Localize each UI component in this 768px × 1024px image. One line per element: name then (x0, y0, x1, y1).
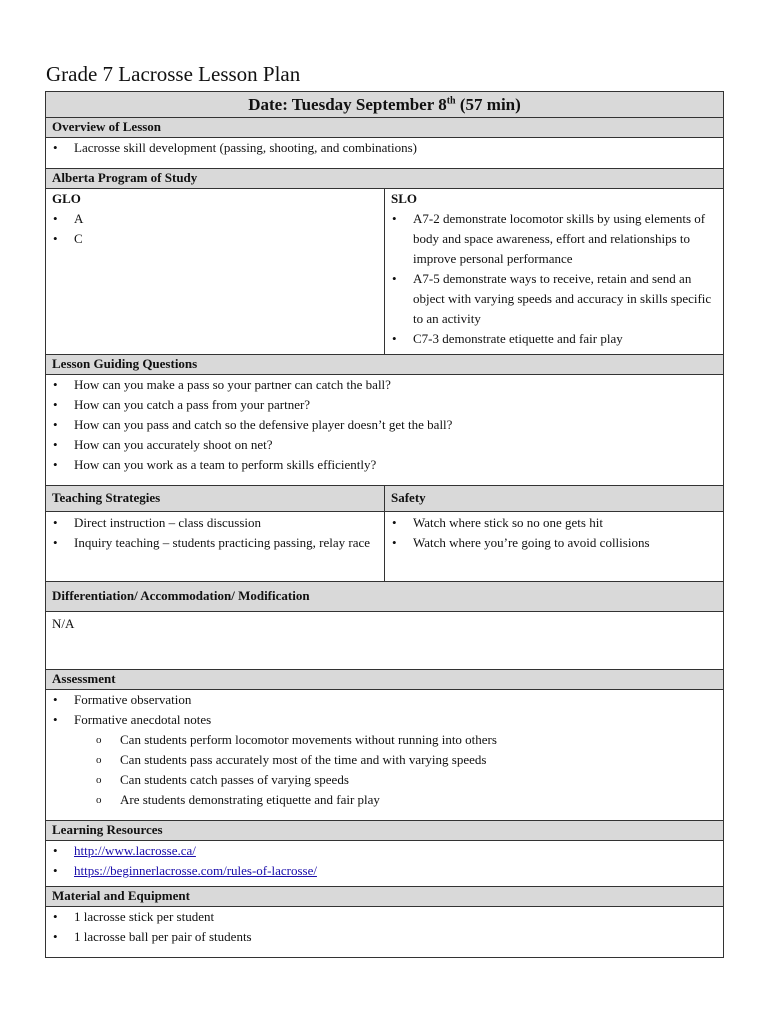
sub-list-item: o Can students catch passes of varying speeds (96, 770, 717, 790)
list-item: • C (52, 229, 378, 249)
list-item: • How can you catch a pass from your partner? (52, 395, 717, 415)
safety-cell (385, 512, 724, 582)
materials-cell (46, 907, 724, 958)
overview-cell (46, 138, 724, 169)
list-item: • A7-2 demonstrate locomotor skills by using elements of body and space awareness, effort and relationships to improve personal performance (391, 209, 717, 269)
list-item: • A (52, 209, 378, 229)
list-item: • Direct instruction – class discussion (52, 513, 378, 533)
date-duration: (57 min) (455, 95, 521, 114)
lesson-plan-table (45, 91, 724, 958)
program-header: Alberta Program of Study (46, 169, 724, 189)
sub-list-item: o Are students demonstrating etiquette and fair play (96, 790, 717, 810)
page-title: Grade 7 Lacrosse Lesson Plan (46, 62, 301, 86)
list-item (52, 841, 717, 861)
materials-header: Material and Equipment (46, 887, 724, 907)
differentiation-header: Differentiation/ Accommodation/ Modification (46, 582, 724, 612)
date-row (46, 92, 724, 118)
differentiation-text: N/A (52, 616, 75, 631)
glo-cell (46, 189, 385, 355)
list-item: • Watch where stick so no one gets hit (391, 513, 717, 533)
assessment-header: Assessment (46, 670, 724, 690)
list-item: • Watch where you’re going to avoid collisions (391, 533, 717, 553)
slo-label: SLO (391, 191, 418, 206)
sub-list-item: o Can students perform locomotor movements without running into others (96, 730, 717, 750)
strategies-header: Teaching Strategies (46, 486, 385, 512)
date-text: Date: Tuesday September 8 (248, 95, 447, 114)
glo-label: GLO (52, 191, 81, 206)
list-item: • How can you make a pass so your partner can catch the ball? (52, 375, 717, 395)
safety-header: Safety (385, 486, 724, 512)
list-item: • Inquiry teaching – students practicing passing, relay race (52, 533, 378, 553)
questions-cell (46, 375, 724, 486)
beginner-lacrosse-link[interactable]: https://beginnerlacrosse.com/rules-of-lacrosse/ (74, 863, 317, 878)
list-item: • How can you work as a team to perform skills efficiently? (52, 455, 717, 475)
list-item: • How can you pass and catch so the defensive player doesn’t get the ball? (52, 415, 717, 435)
questions-header: Lesson Guiding Questions (46, 355, 724, 375)
assessment-cell (46, 690, 724, 821)
differentiation-cell (46, 612, 724, 670)
resources-cell (46, 841, 724, 887)
list-item: • A7-5 demonstrate ways to receive, retain and send an object with varying speeds and accuracy in skills specific to an activity (391, 269, 717, 329)
list-item: • How can you accurately shoot on net? (52, 435, 717, 455)
overview-header: Overview of Lesson (46, 118, 724, 138)
slo-cell (385, 189, 724, 355)
date-superscript: th (446, 95, 456, 107)
list-item: • Formative anecdotal notes (52, 710, 717, 730)
list-item: • 1 lacrosse ball per pair of students (52, 927, 717, 947)
sub-list-item: o Can students pass accurately most of the time and with varying speeds (96, 750, 717, 770)
list-item: • C7-3 demonstrate etiquette and fair play (391, 329, 717, 349)
list-item: • Formative observation (52, 690, 717, 710)
lacrosse-ca-link[interactable]: http://www.lacrosse.ca/ (74, 843, 196, 858)
date-cell (46, 92, 724, 118)
resources-header: Learning Resources (46, 821, 724, 841)
list-item (52, 861, 717, 881)
strategies-cell (46, 512, 385, 582)
list-item: • 1 lacrosse stick per student (52, 907, 717, 927)
list-item: • Lacrosse skill development (passing, shooting, and combinations) (52, 138, 717, 158)
